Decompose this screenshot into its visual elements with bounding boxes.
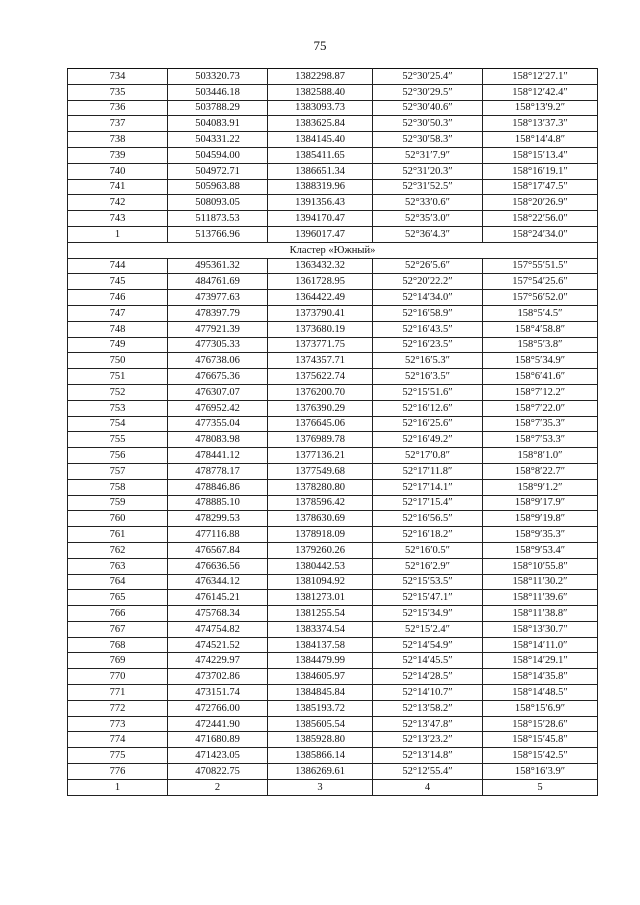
- point-number-cell: 736: [68, 100, 168, 116]
- latitude-cell: 52°16′58.9″: [373, 305, 483, 321]
- longitude-cell: 158°24′34.0″: [483, 226, 598, 242]
- table-row: [68, 764, 598, 780]
- latitude-cell: 52°17′14.1″: [373, 479, 483, 495]
- x-coordinate-cell: 513766.96: [168, 226, 268, 242]
- longitude-cell: 158°8′22.7″: [483, 463, 598, 479]
- y-coordinate-cell: 1363432.32: [268, 258, 373, 274]
- table-row: [68, 416, 598, 432]
- y-coordinate-cell: 1381273.01: [268, 590, 373, 606]
- y-coordinate-cell: 1381255.54: [268, 606, 373, 622]
- y-coordinate-cell: 1388319.96: [268, 179, 373, 195]
- point-number-cell: 741: [68, 179, 168, 195]
- section-header-row: [68, 242, 598, 258]
- y-coordinate-cell: 1385928.80: [268, 732, 373, 748]
- longitude-cell: 158°5′3.8″: [483, 337, 598, 353]
- latitude-cell: 52°30′58.3″: [373, 132, 483, 148]
- point-number-cell: 758: [68, 479, 168, 495]
- page-number: 75: [313, 38, 327, 53]
- table-row: [68, 685, 598, 701]
- latitude-cell: 52°16′5.3″: [373, 353, 483, 369]
- y-coordinate-cell: 1378630.69: [268, 511, 373, 527]
- point-number-cell: 765: [68, 590, 168, 606]
- y-coordinate-cell: 1391356.43: [268, 195, 373, 211]
- table-row: [68, 163, 598, 179]
- x-coordinate-cell: 478397.79: [168, 305, 268, 321]
- x-coordinate-cell: 477355.04: [168, 416, 268, 432]
- y-coordinate-cell: 1385193.72: [268, 700, 373, 716]
- point-number-cell: 738: [68, 132, 168, 148]
- x-coordinate-cell: 474754.82: [168, 621, 268, 637]
- x-coordinate-cell: 473151.74: [168, 685, 268, 701]
- point-number-cell: 774: [68, 732, 168, 748]
- y-coordinate-cell: 1374357.71: [268, 353, 373, 369]
- y-coordinate-cell: 1396017.47: [268, 226, 373, 242]
- table-row: [68, 305, 598, 321]
- x-coordinate-cell: 508093.05: [168, 195, 268, 211]
- point-number-cell: 747: [68, 305, 168, 321]
- table-row: [68, 637, 598, 653]
- longitude-cell: 158°12′27.1″: [483, 69, 598, 85]
- table-row: [68, 226, 598, 242]
- x-coordinate-cell: 474521.52: [168, 637, 268, 653]
- y-coordinate-cell: 1375622.74: [268, 369, 373, 385]
- latitude-cell: 52°14′10.7″: [373, 685, 483, 701]
- longitude-cell: 158°9′1.2″: [483, 479, 598, 495]
- latitude-cell: 52°13′14.8″: [373, 748, 483, 764]
- x-coordinate-cell: 503788.29: [168, 100, 268, 116]
- longitude-cell: 158°14′29.1″: [483, 653, 598, 669]
- y-coordinate-cell: 1378918.09: [268, 527, 373, 543]
- point-number-cell: 1: [68, 226, 168, 242]
- point-number-cell: 745: [68, 274, 168, 290]
- x-coordinate-cell: 471680.89: [168, 732, 268, 748]
- point-number-cell: 764: [68, 574, 168, 590]
- point-number-cell: 772: [68, 700, 168, 716]
- latitude-cell: 52°14′45.5″: [373, 653, 483, 669]
- point-number-cell: 753: [68, 400, 168, 416]
- latitude-cell: 52°14′28.5″: [373, 669, 483, 685]
- table-row: [68, 290, 598, 306]
- y-coordinate-cell: 1386651.34: [268, 163, 373, 179]
- table-row: [68, 384, 598, 400]
- point-number-cell: 740: [68, 163, 168, 179]
- column-number-cell: 5: [483, 779, 598, 795]
- latitude-cell: 52°30′25.4″: [373, 69, 483, 85]
- longitude-cell: 158°14′4.8″: [483, 132, 598, 148]
- column-number-cell: 4: [373, 779, 483, 795]
- point-number-cell: 759: [68, 495, 168, 511]
- table-row: [68, 195, 598, 211]
- y-coordinate-cell: 1373680.19: [268, 321, 373, 337]
- point-number-cell: 769: [68, 653, 168, 669]
- latitude-cell: 52°16′49.2″: [373, 432, 483, 448]
- longitude-cell: 158°16′19.1″: [483, 163, 598, 179]
- section-title: Кластер «Южный»: [68, 242, 598, 258]
- latitude-cell: 52°17′11.8″: [373, 463, 483, 479]
- point-number-cell: 761: [68, 527, 168, 543]
- table-row: [68, 321, 598, 337]
- y-coordinate-cell: 1386269.61: [268, 764, 373, 780]
- table-row: [68, 511, 598, 527]
- longitude-cell: 158°13′37.3″: [483, 116, 598, 132]
- x-coordinate-cell: 504972.71: [168, 163, 268, 179]
- longitude-cell: 158°14′11.0″: [483, 637, 598, 653]
- table-row: [68, 179, 598, 195]
- longitude-cell: 158°7′35.3″: [483, 416, 598, 432]
- longitude-cell: 158°9′19.8″: [483, 511, 598, 527]
- longitude-cell: 158°6′41.6″: [483, 369, 598, 385]
- x-coordinate-cell: 478083.98: [168, 432, 268, 448]
- longitude-cell: 158°7′53.3″: [483, 432, 598, 448]
- x-coordinate-cell: 503320.73: [168, 69, 268, 85]
- latitude-cell: 52°30′50.3″: [373, 116, 483, 132]
- y-coordinate-cell: 1379260.26: [268, 542, 373, 558]
- y-coordinate-cell: 1377136.21: [268, 448, 373, 464]
- table-row: [68, 258, 598, 274]
- point-number-cell: 754: [68, 416, 168, 432]
- latitude-cell: 52°16′2.9″: [373, 558, 483, 574]
- column-number-cell: 2: [168, 779, 268, 795]
- x-coordinate-cell: 476952.42: [168, 400, 268, 416]
- latitude-cell: 52°16′3.5″: [373, 369, 483, 385]
- table-row: [68, 116, 598, 132]
- longitude-cell: 158°10′55.8″: [483, 558, 598, 574]
- table-row: [68, 700, 598, 716]
- x-coordinate-cell: 476675.36: [168, 369, 268, 385]
- latitude-cell: 52°12′55.4″: [373, 764, 483, 780]
- x-coordinate-cell: 476145.21: [168, 590, 268, 606]
- longitude-cell: 158°9′35.3″: [483, 527, 598, 543]
- longitude-cell: 158°7′12.2″: [483, 384, 598, 400]
- point-number-cell: 742: [68, 195, 168, 211]
- table-row: [68, 337, 598, 353]
- latitude-cell: 52°13′47.8″: [373, 716, 483, 732]
- point-number-cell: 775: [68, 748, 168, 764]
- table-row: [68, 432, 598, 448]
- longitude-cell: 158°11′39.6″: [483, 590, 598, 606]
- latitude-cell: 52°15′34.9″: [373, 606, 483, 622]
- y-coordinate-cell: 1384479.99: [268, 653, 373, 669]
- table-row: [68, 69, 598, 85]
- x-coordinate-cell: 511873.53: [168, 211, 268, 227]
- x-coordinate-cell: 475768.34: [168, 606, 268, 622]
- table-row: [68, 84, 598, 100]
- table-row: [68, 606, 598, 622]
- table-row: [68, 527, 598, 543]
- latitude-cell: 52°16′25.6″: [373, 416, 483, 432]
- y-coordinate-cell: 1384145.40: [268, 132, 373, 148]
- y-coordinate-cell: 1381094.92: [268, 574, 373, 590]
- longitude-cell: 157°55′51.5″: [483, 258, 598, 274]
- latitude-cell: 52°15′53.5″: [373, 574, 483, 590]
- latitude-cell: 52°14′34.0″: [373, 290, 483, 306]
- table-row: [68, 495, 598, 511]
- point-number-cell: 756: [68, 448, 168, 464]
- table-row: [68, 463, 598, 479]
- latitude-cell: 52°30′29.5″: [373, 84, 483, 100]
- table-row: [68, 211, 598, 227]
- x-coordinate-cell: 476344.12: [168, 574, 268, 590]
- y-coordinate-cell: 1373771.75: [268, 337, 373, 353]
- longitude-cell: 158°17′47.5″: [483, 179, 598, 195]
- longitude-cell: 158°11′30.2″: [483, 574, 598, 590]
- point-number-cell: 771: [68, 685, 168, 701]
- table-row: [68, 400, 598, 416]
- column-number-cell: 1: [68, 779, 168, 795]
- x-coordinate-cell: 504594.00: [168, 147, 268, 163]
- point-number-cell: 768: [68, 637, 168, 653]
- y-coordinate-cell: 1384605.97: [268, 669, 373, 685]
- latitude-cell: 52°16′56.5″: [373, 511, 483, 527]
- point-number-cell: 755: [68, 432, 168, 448]
- point-number-cell: 762: [68, 542, 168, 558]
- x-coordinate-cell: 478441.12: [168, 448, 268, 464]
- table-row: [68, 147, 598, 163]
- longitude-cell: 158°16′3.9″: [483, 764, 598, 780]
- longitude-cell: 158°9′53.4″: [483, 542, 598, 558]
- x-coordinate-cell: 473702.86: [168, 669, 268, 685]
- table-row: [68, 732, 598, 748]
- longitude-cell: 158°22′56.0″: [483, 211, 598, 227]
- latitude-cell: 52°35′3.0″: [373, 211, 483, 227]
- x-coordinate-cell: 478299.53: [168, 511, 268, 527]
- latitude-cell: 52°13′23.2″: [373, 732, 483, 748]
- y-coordinate-cell: 1383374.54: [268, 621, 373, 637]
- point-number-cell: 776: [68, 764, 168, 780]
- y-coordinate-cell: 1376200.70: [268, 384, 373, 400]
- latitude-cell: 52°26′5.6″: [373, 258, 483, 274]
- point-number-cell: 767: [68, 621, 168, 637]
- x-coordinate-cell: 476738.06: [168, 353, 268, 369]
- longitude-cell: 158°14′48.5″: [483, 685, 598, 701]
- y-coordinate-cell: 1384845.84: [268, 685, 373, 701]
- point-number-cell: 746: [68, 290, 168, 306]
- y-coordinate-cell: 1364422.49: [268, 290, 373, 306]
- latitude-cell: 52°31′20.3″: [373, 163, 483, 179]
- latitude-cell: 52°16′12.6″: [373, 400, 483, 416]
- y-coordinate-cell: 1378596.42: [268, 495, 373, 511]
- point-number-cell: 748: [68, 321, 168, 337]
- x-coordinate-cell: 472766.00: [168, 700, 268, 716]
- longitude-cell: 158°15′13.4″: [483, 147, 598, 163]
- latitude-cell: 52°16′0.5″: [373, 542, 483, 558]
- table-row: [68, 369, 598, 385]
- y-coordinate-cell: 1377549.68: [268, 463, 373, 479]
- x-coordinate-cell: 478778.17: [168, 463, 268, 479]
- point-number-cell: 744: [68, 258, 168, 274]
- longitude-cell: 157°56′52.0″: [483, 290, 598, 306]
- x-coordinate-cell: 476636.56: [168, 558, 268, 574]
- latitude-cell: 52°16′43.5″: [373, 321, 483, 337]
- point-number-cell: 766: [68, 606, 168, 622]
- point-number-cell: 752: [68, 384, 168, 400]
- longitude-cell: 158°15′28.6″: [483, 716, 598, 732]
- y-coordinate-cell: 1373790.41: [268, 305, 373, 321]
- point-number-cell: 760: [68, 511, 168, 527]
- y-coordinate-cell: 1383093.73: [268, 100, 373, 116]
- point-number-cell: 763: [68, 558, 168, 574]
- y-coordinate-cell: 1385605.54: [268, 716, 373, 732]
- y-coordinate-cell: 1380442.53: [268, 558, 373, 574]
- latitude-cell: 52°16′23.5″: [373, 337, 483, 353]
- x-coordinate-cell: 470822.75: [168, 764, 268, 780]
- longitude-cell: 158°15′6.9″: [483, 700, 598, 716]
- point-number-cell: 737: [68, 116, 168, 132]
- x-coordinate-cell: 505963.88: [168, 179, 268, 195]
- y-coordinate-cell: 1385866.14: [268, 748, 373, 764]
- y-coordinate-cell: 1383625.84: [268, 116, 373, 132]
- table-row: [68, 448, 598, 464]
- point-number-cell: 751: [68, 369, 168, 385]
- column-number-cell: 3: [268, 779, 373, 795]
- latitude-cell: 52°30′40.6″: [373, 100, 483, 116]
- x-coordinate-cell: 476307.07: [168, 384, 268, 400]
- longitude-cell: 158°8′1.0″: [483, 448, 598, 464]
- point-number-cell: 773: [68, 716, 168, 732]
- table-row: [68, 653, 598, 669]
- latitude-cell: 52°16′18.2″: [373, 527, 483, 543]
- x-coordinate-cell: 477305.33: [168, 337, 268, 353]
- point-number-cell: 739: [68, 147, 168, 163]
- x-coordinate-cell: 477921.39: [168, 321, 268, 337]
- longitude-cell: 157°54′25.6″: [483, 274, 598, 290]
- x-coordinate-cell: 484761.69: [168, 274, 268, 290]
- x-coordinate-cell: 474229.97: [168, 653, 268, 669]
- point-number-cell: 750: [68, 353, 168, 369]
- point-number-cell: 743: [68, 211, 168, 227]
- x-coordinate-cell: 504331.22: [168, 132, 268, 148]
- x-coordinate-cell: 476567.84: [168, 542, 268, 558]
- longitude-cell: 158°9′17.9″: [483, 495, 598, 511]
- table-row: [68, 716, 598, 732]
- x-coordinate-cell: 503446.18: [168, 84, 268, 100]
- latitude-cell: 52°14′54.9″: [373, 637, 483, 653]
- table-row: [68, 274, 598, 290]
- latitude-cell: 52°20′22.2″: [373, 274, 483, 290]
- coordinates-table-body: [68, 69, 598, 796]
- table-row: [68, 748, 598, 764]
- latitude-cell: 52°36′4.3″: [373, 226, 483, 242]
- coordinates-table: [67, 68, 598, 796]
- longitude-cell: 158°13′30.7″: [483, 621, 598, 637]
- x-coordinate-cell: 472441.90: [168, 716, 268, 732]
- longitude-cell: 158°7′22.0″: [483, 400, 598, 416]
- column-number-row: [68, 779, 598, 795]
- longitude-cell: 158°11′38.8″: [483, 606, 598, 622]
- x-coordinate-cell: 478846.86: [168, 479, 268, 495]
- table-row: [68, 100, 598, 116]
- x-coordinate-cell: 495361.32: [168, 258, 268, 274]
- point-number-cell: 770: [68, 669, 168, 685]
- x-coordinate-cell: 478885.10: [168, 495, 268, 511]
- y-coordinate-cell: 1376989.78: [268, 432, 373, 448]
- table-row: [68, 590, 598, 606]
- y-coordinate-cell: 1384137.58: [268, 637, 373, 653]
- point-number-cell: 734: [68, 69, 168, 85]
- latitude-cell: 52°17′0.8″: [373, 448, 483, 464]
- y-coordinate-cell: 1376645.06: [268, 416, 373, 432]
- longitude-cell: 158°13′9.2″: [483, 100, 598, 116]
- point-number-cell: 749: [68, 337, 168, 353]
- table-row: [68, 479, 598, 495]
- x-coordinate-cell: 504083.91: [168, 116, 268, 132]
- point-number-cell: 735: [68, 84, 168, 100]
- latitude-cell: 52°15′47.1″: [373, 590, 483, 606]
- latitude-cell: 52°15′51.6″: [373, 384, 483, 400]
- table-row: [68, 132, 598, 148]
- latitude-cell: 52°13′58.2″: [373, 700, 483, 716]
- y-coordinate-cell: 1361728.95: [268, 274, 373, 290]
- y-coordinate-cell: 1378280.80: [268, 479, 373, 495]
- longitude-cell: 158°5′34.9″: [483, 353, 598, 369]
- point-number-cell: 757: [68, 463, 168, 479]
- latitude-cell: 52°31′52.5″: [373, 179, 483, 195]
- latitude-cell: 52°31′7.9″: [373, 147, 483, 163]
- x-coordinate-cell: 477116.88: [168, 527, 268, 543]
- y-coordinate-cell: 1382298.87: [268, 69, 373, 85]
- longitude-cell: 158°4′58.8″: [483, 321, 598, 337]
- longitude-cell: 158°15′42.5″: [483, 748, 598, 764]
- longitude-cell: 158°20′26.9″: [483, 195, 598, 211]
- x-coordinate-cell: 473977.63: [168, 290, 268, 306]
- latitude-cell: 52°17′15.4″: [373, 495, 483, 511]
- latitude-cell: 52°33′0.6″: [373, 195, 483, 211]
- y-coordinate-cell: 1394170.47: [268, 211, 373, 227]
- longitude-cell: 158°5′4.5″: [483, 305, 598, 321]
- table-row: [68, 574, 598, 590]
- table-row: [68, 621, 598, 637]
- y-coordinate-cell: 1376390.29: [268, 400, 373, 416]
- table-row: [68, 542, 598, 558]
- table-row: [68, 669, 598, 685]
- longitude-cell: 158°12′42.4″: [483, 84, 598, 100]
- longitude-cell: 158°15′45.8″: [483, 732, 598, 748]
- y-coordinate-cell: 1385411.65: [268, 147, 373, 163]
- table-row: [68, 558, 598, 574]
- y-coordinate-cell: 1382588.40: [268, 84, 373, 100]
- latitude-cell: 52°15′2.4″: [373, 621, 483, 637]
- table-row: [68, 353, 598, 369]
- x-coordinate-cell: 471423.05: [168, 748, 268, 764]
- longitude-cell: 158°14′35.8″: [483, 669, 598, 685]
